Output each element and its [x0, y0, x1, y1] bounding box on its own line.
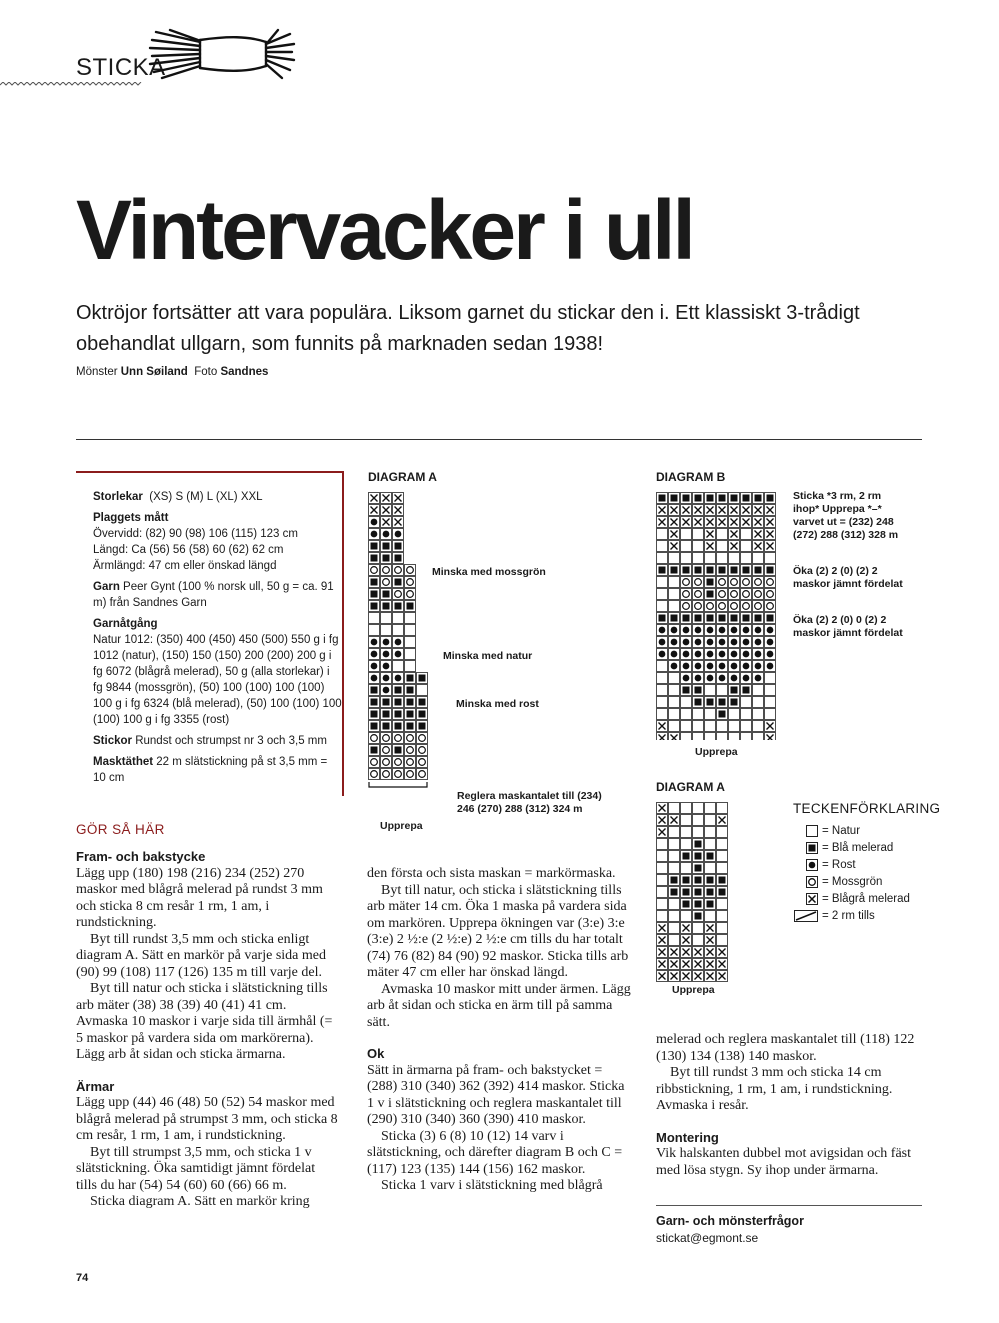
diagram-b-title: DIAGRAM B [656, 470, 726, 484]
legend-bla-melerad: = Blå melerad [806, 839, 926, 856]
callout-b-3b: maskor jämnt fördelat [793, 627, 903, 639]
materials-box: Storlekar (XS) S (M) L (XL) XXL Plaggets mått Övervidd: (82) 90 (98) 106 (115) 123 cm Längd: Ca (56) 56 (58) 60 (62) 62 cm Ärmlängd: 47 cm eller önskad längd Garn Peer Gynt (100 % norsk ull, 50 g = ca. 91 m) från Sandnes Garn Garnåtgång Natur 1012: (350) 400 (450) 450 (500) 550 g i fg 1012 (natur), (150) 150 (150) 200 (200) 200 g i fg 6072 (blågrå melerad), 50 g (alla storlekar) i fg 9844 (mossgrön), (50) 100 (100) 100 (100) 100 g i fg 6324 (blå melerad), (50) 100 (100) 100 (100) 100 g i fg 3355 (rost) Stickor Rundst och strumpst nr 3 och 3,5 mm Masktäthet 22 m slätstickning på st 3,5 mm = 10 cm [76, 471, 344, 796]
legend-mossgron: = Mossgrön [806, 873, 926, 890]
symbol-dot-icon [806, 859, 818, 871]
article-title: Vintervacker i ull [76, 183, 693, 277]
text-column-3: melerad och reglera maskantalet till (118) 122 (130) 134 (138) 140 maskor. Byt till rundst 3 mm och sticka 14 cm ribbstickning, 1 rm, 1 am, i rundstickning. Avmaska i resår. Montering Vik halskanten dubbel mot avigsidan och fäst med lösa stygn. Sy ihop under ärmarna. [656, 1032, 922, 1179]
zigzag-rule [0, 82, 142, 88]
callout-b-1d: (272) 288 (312) 328 m [793, 529, 899, 541]
yarn-skein-logo [148, 28, 296, 80]
heading-yoke: Ok [367, 1046, 385, 1061]
heading-sleeves: Ärmar [76, 1078, 115, 1094]
heading-body: Fram- och bakstycke [76, 849, 206, 864]
callout-b-2b: maskor jämnt fördelat [793, 578, 903, 590]
repeat-label-b: Upprepa [695, 746, 738, 758]
symbol-ring-icon [806, 876, 818, 888]
credits: Mönster Unn Søiland Foto Sandnes [76, 366, 269, 378]
legend-title: TECKENFÖRKLARING [793, 801, 941, 816]
symbol-empty-icon [806, 825, 818, 837]
callout-a-natur: Minska med natur [443, 650, 533, 662]
heading-mounting: Montering [656, 1129, 719, 1145]
legend-natur: = Natur [806, 822, 926, 839]
symbol-cross-icon [806, 893, 818, 905]
callout-a-mossgreen: Minska med mossgrön [432, 566, 546, 578]
diagram-a-small-chart [656, 802, 736, 982]
page-number: 74 [76, 1272, 89, 1284]
legend-blagra: = Blågrå melerad [806, 890, 926, 907]
callout-b-2a: Öka (2) 2 (0) (2) 2 [793, 565, 878, 577]
text-column-1: Fram- och bakstycke Lägg upp (180) 198 (216) 234 (252) 270 maskor med blågrå melerad på rundst 3 mm och sticka 8 cm resår 1 rm, 1 am, i rundstickning. Byt till rundst 3,5 mm och sticka enligt diagram A. Sätt en markör på varje sida med (90) 99 (108) 117 (126) 135 m till varje del. Byt till natur och sticka i slätstickning tills arb mäter (38) 38 (39) 40 (41) 41 cm. Avmaska 10 maskor i varje sida till ärmhål (= 5 maskor på vardera sida om markörerna). Lägg arb åt sidan och sticka ärmarna. Ärmar Lägg upp (44) 46 (48) 50 (52) 54 maskor med blågrå melerad på strumpst 3 mm, och sticka 8 cm resår, 1 rm, 1 am, i rundstickning. Byt till strumpst 3,5 mm, och sticka 1 v slätstickning. Öka samtidigt jämnt fördelat tills du har (54) 54 (60) 60 (66) 66 m. Sticka diagram A. Sätt en markör kring [76, 849, 338, 1209]
callout-b-1c: varvet ut = (232) 248 [793, 516, 894, 528]
diagram-a-title: DIAGRAM A [368, 470, 437, 484]
callout-b-1a: Sticka *3 rm, 2 rm [793, 490, 882, 502]
symbol-square-icon [806, 842, 818, 854]
diagram-a-small-title: DIAGRAM A [656, 780, 725, 794]
questions-label: Garn- och mönsterfrågor [656, 1214, 804, 1228]
symbol-slash-icon [794, 910, 818, 922]
divider-bottom [656, 1205, 922, 1206]
contact-email: stickat@egmont.se [656, 1231, 759, 1245]
repeat-label-c: Upprepa [672, 984, 715, 996]
section-label: STICKA [76, 54, 166, 81]
repeat-label-a: Upprepa [380, 820, 423, 832]
callout-a-adjust-1: Reglera maskantalet till (234) [457, 790, 602, 802]
callout-b-1b: ihop* Upprepa *–* [793, 503, 882, 515]
legend [806, 822, 926, 924]
divider [76, 439, 922, 440]
howto-heading: GÖR SÅ HÄR [76, 822, 165, 837]
legend-decrease: = 2 rm tills [794, 907, 926, 924]
callout-a-rost: Minska med rost [456, 698, 539, 710]
lead-text: Oktröjor fortsätter att vara populära. Liksom garnet du stickar den i. Ett klassiskt 3-trådigt obehandlat ullgarn, som funnits på marknaden sedan 1938! [76, 302, 860, 355]
legend-rost: = Rost [806, 856, 926, 873]
diagram-b-chart [656, 492, 780, 740]
callout-b-3a: Öka (2) 2 (0) 0 (2) 2 [793, 614, 887, 626]
callout-a-adjust-2: 246 (270) 288 (312) 324 m [457, 803, 583, 815]
text-column-2: den första och sista maskan = markörmaska. Byt till natur, och sticka i slätstickning tills arb mäter 14 cm. Öka 1 maska på vardera sida om markören. Upprepa ökningen var (3:e) 3:e (3:e) 2 ½:e (2 ½:e) 2 ½:e cm tills du har totalt (74) 76 (82) 84 (90) 92 maskor. Sticka tills arb mäter 47 cm eller har önskad längd. Avmaska 10 maskor mitt under ärmen. Lägg arb åt sidan och sticka en ärm till på samma sätt. Ok Sätt in ärmarna på fram- och bakstycket = (288) 310 (340) 362 (392) 414 maskor. Sticka 1 v i slätstickning och reglera maskantalet till (290) 310 (340) 360 (390) 410 maskor. Sticka (3) 6 (8) 10 (12) 14 varv i slätstickning, och därefter diagram B och C = (117) 123 (135) 144 (156) 162 maskor. Sticka 1 varv i slätstickning med blågrå [367, 866, 631, 1193]
diagram-a-chart [368, 492, 438, 812]
